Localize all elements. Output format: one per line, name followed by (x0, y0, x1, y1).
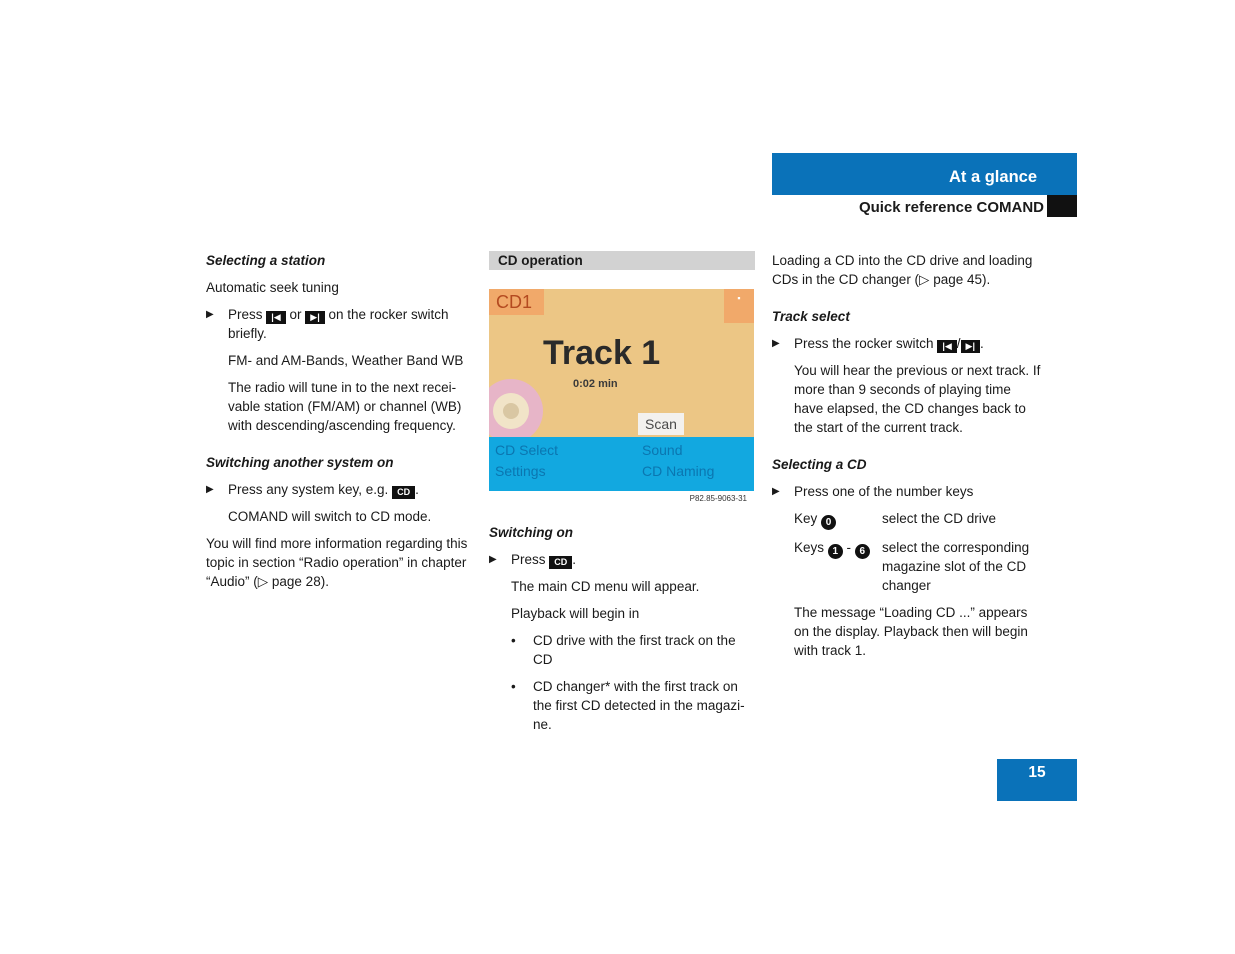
prev-track-key-icon: |◀ (937, 340, 956, 353)
comand-cd-screen (489, 289, 754, 491)
list-item: • CD changer* with the first track on the first CD detected in the magazi-ne. (511, 679, 745, 732)
bullet-dot-icon: • (511, 633, 516, 648)
next-track-key-icon: ▶| (961, 340, 980, 353)
bullet-arrow-icon: ▶ (206, 484, 214, 495)
menu-sound: Sound (642, 442, 683, 458)
subtitle-marker (1047, 195, 1077, 217)
bullet-arrow-icon: ▶ (772, 486, 780, 497)
screen-menu (489, 437, 754, 491)
instruction: ▶ Press the rocker switch |◀ / ▶| . (772, 336, 984, 351)
paragraph: You will hear the previous or next track. If more than 9 seconds of playing time have elapsed, the CD changes back to the start of the current track. (794, 363, 1041, 435)
section-subtitle: Quick reference COMAND (858, 199, 1044, 216)
bullet-arrow-icon: ▶ (489, 554, 497, 565)
heading-switching-system: Switching another system on (206, 455, 394, 470)
cd-disc-icon (489, 379, 553, 439)
instruction: ▶ Press |◀ or ▶| on the rocker switch briefly. (206, 307, 449, 341)
page-number: 15 (997, 759, 1077, 801)
paragraph: The radio will tune in to the next recei-vable station (FM/AM) or channel (WB) with descending/ascending frequency. (228, 380, 462, 433)
track-title: Track 1 (543, 334, 661, 372)
section-bar-cd-operation: CD operation (489, 251, 755, 270)
cd-label: CD1 (489, 289, 544, 315)
next-track-key-icon: ▶| (305, 311, 324, 324)
menu-cd-naming: CD Naming (642, 463, 715, 479)
heading-selecting-station: Selecting a station (206, 253, 326, 268)
number-key-6-icon: 6 (855, 544, 870, 559)
menu-cd-select: CD Select (495, 442, 559, 458)
heading-track-select: Track select (772, 309, 850, 324)
paragraph: Loading a CD into the CD drive and loading CDs in the CD changer (▷ page 45). (772, 253, 1033, 287)
paragraph: Automatic seek tuning (206, 280, 339, 295)
paragraph: You will find more information regarding this topic in section “Radio operation” in chapter “Audio” (▷ page 28). (206, 536, 468, 589)
heading-switching-on: Switching on (489, 525, 573, 540)
signal-icon: ▪ (724, 289, 754, 323)
number-key-0-icon: 0 (821, 515, 836, 530)
bullet-arrow-icon: ▶ (772, 338, 780, 349)
paragraph: Playback will begin in (511, 606, 640, 621)
column-3 (772, 251, 1042, 660)
instruction: ▶ Press one of the number keys (772, 484, 974, 499)
paragraph: The message “Loading CD ...” appears on the display. Playback then will begin with track 1. (794, 605, 1028, 658)
key-row-1-6: Keys 1 - 6 select the corresponding magazine slot of the CD changer (794, 540, 1030, 593)
cd-key-icon: CD (549, 556, 572, 569)
key-row-0: Key 0 select the CD drive (794, 511, 997, 528)
heading-selecting-cd: Selecting a CD (772, 457, 867, 472)
scan-softkey: Scan (638, 413, 684, 435)
figure-caption: P82.85-9063-31 (689, 494, 747, 503)
paragraph: COMAND will switch to CD mode. (228, 509, 432, 524)
list-item: • CD drive with the first track on the CD (511, 633, 736, 667)
column-2 (489, 251, 755, 734)
section-title: At a glance (948, 168, 1037, 186)
bullet-arrow-icon: ▶ (206, 309, 214, 320)
instruction: ▶ Press any system key, e.g. CD . (206, 482, 419, 497)
prev-track-key-icon: |◀ (266, 311, 285, 324)
track-time: 0:02 min (573, 378, 618, 390)
number-key-1-icon: 1 (828, 544, 843, 559)
header-banner (772, 153, 1077, 195)
menu-settings: Settings (495, 463, 546, 479)
paragraph: FM- and AM-Bands, Weather Band WB (228, 353, 464, 368)
column-1 (206, 251, 474, 591)
instruction: ▶ Press CD . (489, 552, 577, 567)
paragraph: The main CD menu will appear. (511, 579, 700, 594)
cd-key-icon: CD (392, 486, 415, 499)
bullet-dot-icon: • (511, 679, 516, 694)
